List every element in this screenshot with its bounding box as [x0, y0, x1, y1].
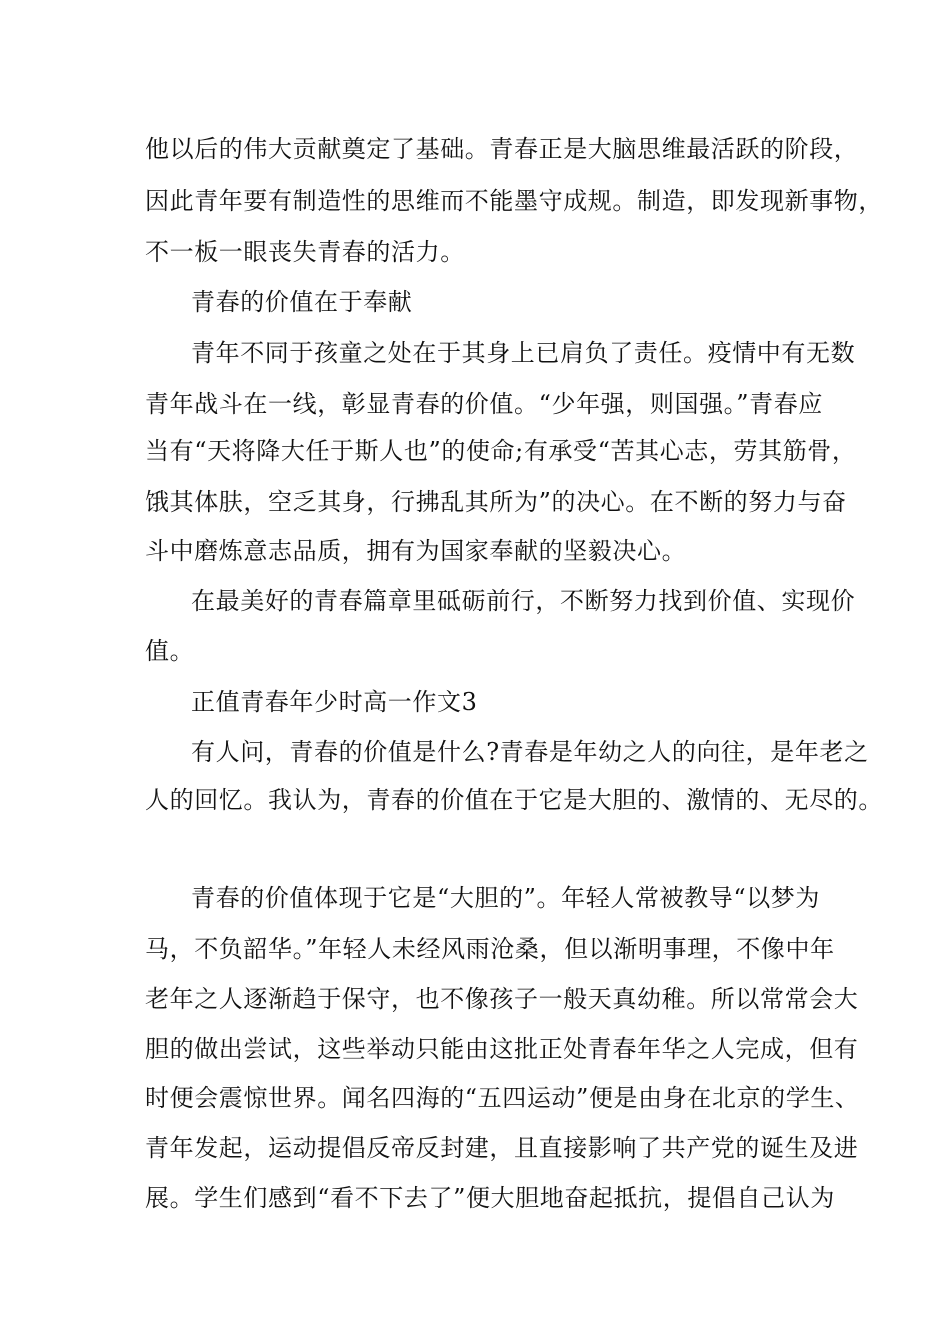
text-line: 青年战斗在一线，彰显青春的价值。“少年强，则国强。”青春应 — [145, 390, 823, 418]
text-line: 当有“天将降大任于斯人也”的使命;有承受“苦其心志，劳其筋骨， — [145, 437, 857, 465]
text-line: 因此青年要有制造性的思维而不能墨守成规。制造，即发现新事物， — [145, 187, 883, 215]
text-line: 展。学生们感到“看不下去了”便大胆地奋起抵抗，提倡自己认为 — [145, 1184, 835, 1212]
text-line: 时便会震惊世界。闻名四海的“五四运动”便是由身在北京的学生、 — [145, 1084, 860, 1112]
text-line: 马，不负韶华。”年轻人未经风雨沧桑，但以渐明事理，不像中年 — [145, 935, 835, 963]
text-line: 不一板一眼丧失青春的活力。 — [145, 238, 465, 266]
text-line: 在最美好的青春篇章里砥砺前行，不断努力找到价值、实现价 — [191, 587, 856, 615]
text-line: 他以后的伟大贡献奠定了基础。青春正是大脑思维最活跃的阶段， — [145, 135, 859, 163]
text-line: 有人问，青春的价值是什么?青春是年幼之人的向往，是年老之 — [191, 738, 869, 766]
text-line: 饿其体肤，空乏其身，行拂乱其所为”的决心。在不断的努力与奋 — [145, 488, 847, 516]
section-heading: 正值青春年少时高一作文3 — [191, 688, 478, 716]
text-line: 斗中磨炼意志品质，拥有为国家奉献的坚毅决心。 — [145, 537, 687, 565]
text-line: 人的回忆。我认为，青春的价值在于它是大胆的、激情的、无尽的。 — [145, 786, 883, 814]
section-heading: 青春的价值在于奉献 — [191, 288, 413, 316]
text-line: 青年不同于孩童之处在于其身上已肩负了责任。疫情中有无数 — [191, 339, 856, 367]
text-line: 老年之人逐渐趋于保守，也不像孩子一般天真幼稚。所以常常会大 — [145, 985, 859, 1013]
text-line: 值。 — [145, 637, 195, 665]
text-line: 胆的做出尝试，这些举动只能由这批正处青春年华之人完成，但有 — [145, 1035, 859, 1063]
text-line: 青春的价值体现于它是“大胆的”。年轻人常被教导“以梦为 — [191, 884, 821, 912]
text-line: 青年发起，运动提倡反帝反封建，且直接影响了共产党的诞生及进 — [145, 1134, 859, 1162]
